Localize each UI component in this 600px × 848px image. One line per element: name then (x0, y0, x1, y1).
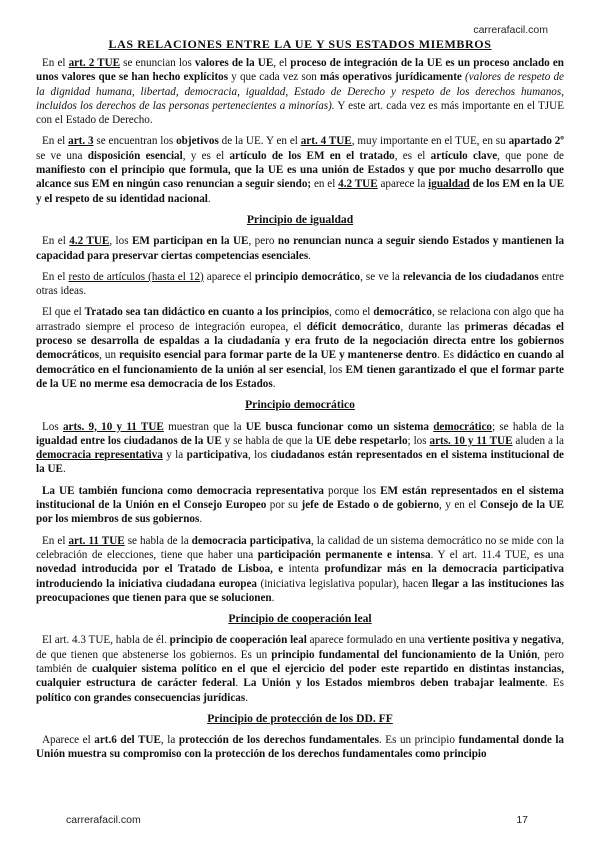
paragraph-democracia-representativa: La UE también funciona como democracia representativa porque los EM están representados en el sistema institucional de la Unión en el Consejo Europeo por su jefe de Estado o de gobierno, y en el Consejo de la UE por los miembros de sus gobiernos. (36, 484, 564, 526)
paragraph-proteccion-ddff: Aparece el art.6 del TUE, la protección de los derechos fundamentales. Es un principio fundamental donde la Unión muestra su compromiso con la protección de los derechos fundamentales como principio (36, 734, 564, 761)
paragraph-art11: En el art. 11 TUE se habla de la democracia participativa, la calidad de un sistema democrático no se mide con la celebración de elecciones, tiene que haber una participación permanente e intensa. Y el art. 11.4 TUE, es una novedad introducida por el Tratado de Lisboa, e intenta profundizar más en la democracia participativa introduciendo la iniciativa ciudadana europea (iniciativa legislativa popular), hacen llegar a las instituciones las preocupaciones que tienen para que se solucionen. (36, 534, 565, 604)
paragraph-cooperacion-leal: El art. 4.3 TUE, habla de él. principio de cooperación leal aparece formulado en una vertiente positiva y negativa, de que tienen que abstenerse los gobiernos. Es un principio fundamental del funcionamiento de la Unión, pero también de cualquier sistema político en el que el ejercicio del poder este repartido en distintas instancias, cualquier estructura de carácter federal. La Unión y los Estados miembros deben trabajar lealmente. Es político con grandes consecuencias jurídicas. (36, 634, 565, 704)
paragraph-resto-articulos: En el resto de artículos (hasta el 12) aparece el principio democrático, se ve la relevancia de los ciudadanos entre otras ideas. (36, 270, 564, 298)
site-watermark-bottom: carrerafacil.com (66, 814, 141, 826)
page-footer (66, 814, 528, 826)
heading-principio-cooperacion: Principio de cooperación leal (228, 612, 372, 626)
page-number: 17 (516, 814, 528, 826)
heading-principio-proteccion: Principio de protección de los DD. FF (207, 711, 393, 725)
heading-principio-igualdad: Principio de igualdad (246, 212, 354, 226)
page-title: LAS RELACIONES ENTRE LA UE Y SUS ESTADOS MIEMBROS (108, 37, 492, 51)
paragraph-art3-art4: En el art. 3 se encuentran los objetivos de la UE. Y en el art. 4 TUE, muy importante en el TUE, en su apartado 2º se ve una disposición esencial, y es el artículo de los EM en el tratado, es el artículo clave, que pone de manifiesto con el principio que formula, que la UE es una unión de Estados y que por mucho desarrollo que alcance sus EM en ningún caso renuncian a seguir siendo; en el 4.2 TUE aparece la igualdad de los EM en la UE y el respeto de su identidad nacional. (36, 135, 564, 205)
heading-principio-democratico: Principio democrático (245, 398, 355, 412)
paragraph-igualdad: En el 4.2 TUE, los EM participan en la UE, pero no renuncian nunca a seguir siendo Estados y mantienen la capacidad para preservar ciertas competencias esenciales. (36, 235, 565, 262)
paragraph-deficit-democratico: El que el Tratado sea tan didáctico en cuanto a los principios, como el democrático, se relaciona con algo que ha arrastrado siempre el proceso de integración europea, el déficit democrático, durante las primeras décadas el proceso se desarrolla de espaldas a la ciudadanía y era fruto de la negociación directa entre los gobiernos democráticos, un requisito esencial para formar parte de la UE y mantenerse dentro. Es didáctico en cuando al democrático en el funcionamiento de la unión al ser esencial, los EM tienen garantizado el que el formar parte de la UE no merme esa democracia de los Estados. (36, 306, 565, 390)
paragraph-art2: En el art. 2 TUE se enuncian los valores de la UE, el proceso de integración de la UE es un proceso anclado en unos valores que se han hecho explícitos y que cada vez son más operativos jurídicamente (valores de respeto de la dignidad humana, libertad, democracia, igualdad, Estado de Derecho y respeto de los derechos humanos, incluidos los derechos de las personas pertenecientes a minorías). Y este art. cada vez es más importante en el TJUE con el Estado de Derecho. (36, 57, 564, 127)
document-body (36, 56, 564, 769)
paragraph-arts-9-10-11: Los arts. 9, 10 y 11 TUE muestran que la UE busca funcionar como un sistema democrático; se habla de la igualdad entre los ciudadanos de la UE y se habla de que la UE debe respetarlo; los arts. 10 y 11 TUE aluden a la democracia representativa y la participativa, los ciudadanos están representados en el sistema institucional de la UE. (36, 420, 565, 476)
site-watermark-top: carrerafacil.com (473, 24, 548, 36)
